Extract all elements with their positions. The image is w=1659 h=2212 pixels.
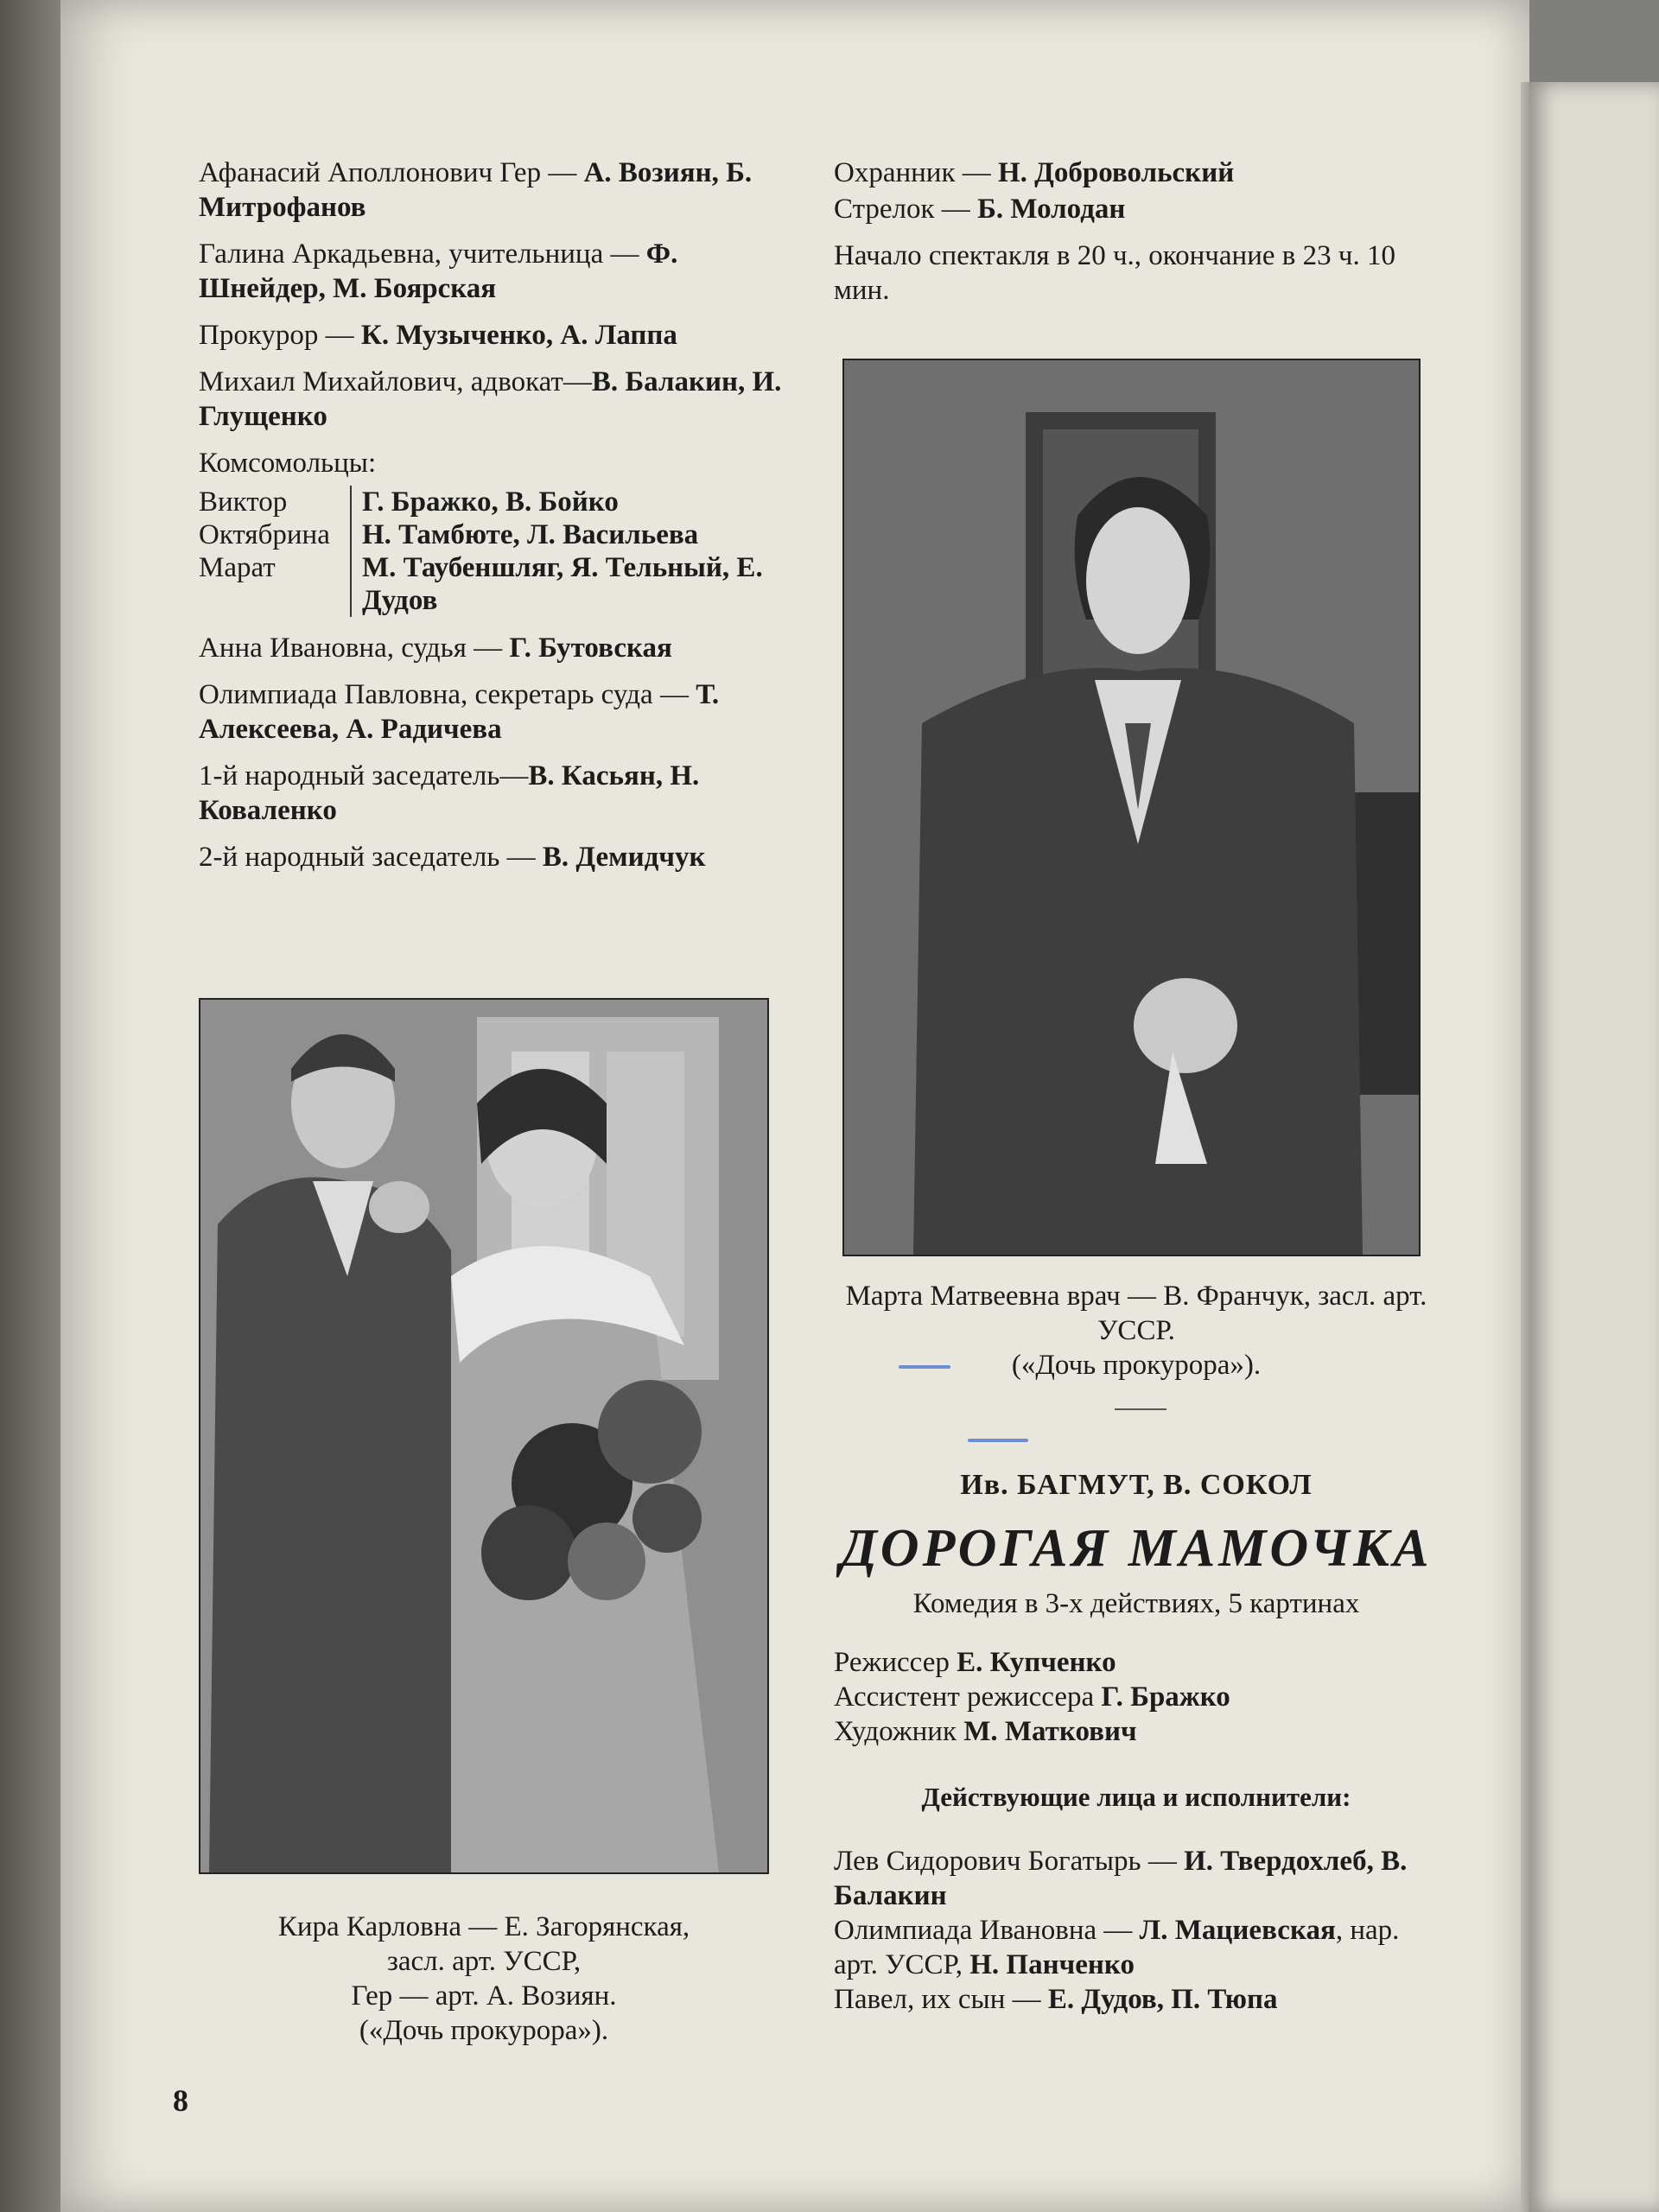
credit-line: Ассистент режиссера Г. Бражко [834,1681,1230,1713]
play-section [834,1469,1439,2017]
production-credits [834,1645,1439,1749]
photo-caption-right: Марта Матвеевна врач — В. Франчук, засл. арт. УССР. («Дочь прокурора»). [845,1281,1427,1381]
cast-entry: Олимпиада Ивановна — Л. Мациевская, нар. арт. УССР, Н. Панченко [834,1915,1400,1980]
performance-schedule: Начало спектакля в 20 ч., окончание в 23 ч. 10 мин. [834,240,1395,306]
ink-mark [968,1439,1028,1442]
credit-line: Режиссер Е. Купченко [834,1647,1116,1678]
background-left [0,0,69,2212]
komsomol-role: Виктор [199,486,288,518]
photo-kira-and-ger [199,998,769,1874]
cast-entry: Олимпиада Павловна, секретарь суда — Т. Алексеева, А. Радичева [199,679,720,745]
cast-entry: 1-й народный заседатель—В. Касьян, Н. Коваленко [199,760,700,826]
cast-entry: Прокурор — К. Музыченко, А. Лаппа [199,320,677,351]
komsomol-table [199,486,795,617]
photo-marta-matveevna [842,359,1421,1256]
ink-mark [899,1365,950,1369]
cast-entry: Михаил Михайлович, адвокат—В. Балакин, И. Глущенко [199,366,782,432]
komsomol-actors: Г. Бражко, В. Бойко [350,486,795,518]
credit-line: Художник М. Маткович [834,1716,1137,1747]
section-divider [1115,1408,1166,1410]
komsomol-actors: Н. Тамбюте, Л. Васильева [350,518,795,551]
left-column [199,156,795,887]
cast-entry: Павел, их сын — Е. Дудов, П. Тюпа [834,1984,1278,2015]
play-authors: Ив. БАГМУТ, В. СОКОЛ [960,1469,1313,1501]
komsomol-role: Марат [199,552,276,583]
cast-entry: 2-й народный заседатель — В. Демидчук [199,842,706,873]
komsomol-label: Комсомольцы: [199,448,377,479]
cast-entry: Лев Сидорович Богатырь — И. Твердохлеб, В. Балакин [834,1846,1408,1911]
cast-entry: Анна Ивановна, судья — Г. Бутовская [199,632,672,664]
play-cast-list [834,1844,1439,2017]
photo-kira-and-ger-illustration [200,1000,767,1872]
cast-entry: Галина Аркадьевна, учительница — Ф. Шнейдер, М. Боярская [199,238,678,304]
cast-heading: Действующие лица и исполнители: [921,1782,1351,1812]
photo-marta-illustration [844,360,1419,1255]
play-genre: Комедия в 3-х действиях, 5 картинах [912,1588,1360,1619]
cast-entry: Афанасий Аполлонович Гер — А. Возиян, Б. Митрофанов [199,157,753,223]
komsomol-actors: М. Таубеншляг, Я. Тельный, Е. Дудов [350,551,795,617]
cast-entry: Стрелок — Б. Молодан [834,194,1126,225]
next-page-edge [1529,82,1659,2212]
play-title: ДОРОГАЯ МАМОЧКА [840,1519,1433,1578]
komsomol-role: Октябрина [199,519,330,550]
page-number: 8 [173,2083,188,2118]
cast-entry: Охранник — Н. Добровольский [834,157,1235,188]
photo-caption-left: Кира Карловна — Е. Загорянская, засл. арт. УССР, Гер — арт. А. Возиян. («Дочь прокурора»). [277,1911,690,2046]
right-column [834,156,1439,320]
